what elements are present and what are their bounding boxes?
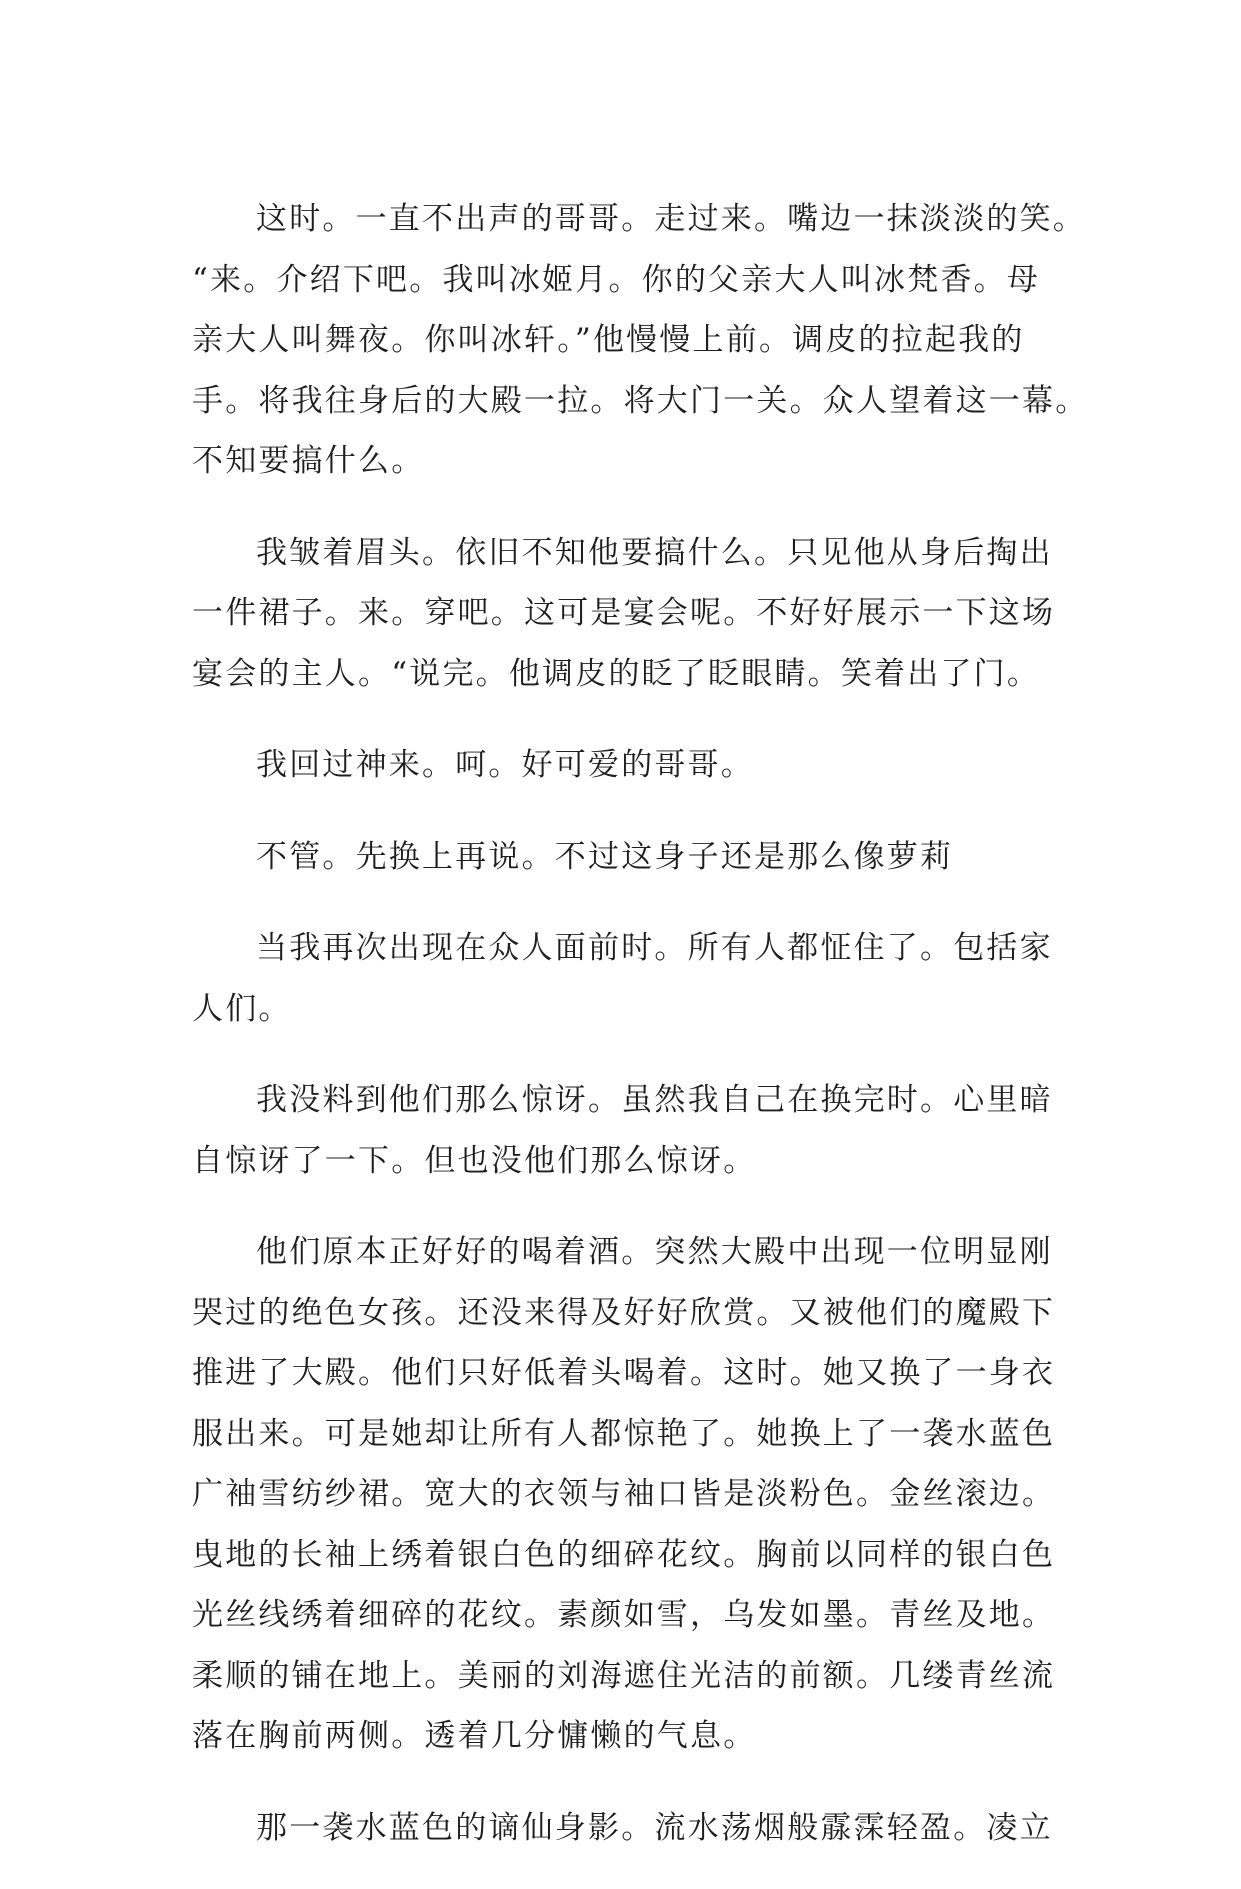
- text-line: 我皱着眉头。依旧不知他要搞什么。只见他从身后掏出: [256, 534, 1053, 571]
- text-line: 光丝线绣着细碎的花纹。素颜如雪，乌发如墨。青丝及地。: [192, 1597, 1056, 1633]
- paragraph: [192, 523, 1072, 705]
- document-body: [192, 158, 1089, 1889]
- text-line: 亲大人叫舞夜。你叫冰轩。”他慢慢上前。调皮的拉起我的: [192, 322, 1025, 358]
- paragraph: [192, 827, 1072, 888]
- text-line: 那一袭水蓝色的谪仙身影。流水荡烟般霡霂轻盈。凌立: [256, 1809, 1053, 1846]
- text-line: 一件裙子。来。穿吧。这可是宴会呢。不好好展示一下这场: [192, 595, 1056, 631]
- text-line: 广袖雪纺纱裙。宽大的衣领与袖口皆是淡粉色。金丝滚边。: [192, 1476, 1056, 1512]
- text-line: 我回过神来。呵。好可爱的哥哥。: [256, 747, 754, 783]
- text-line: 不管。先换上再说。不过这身子还是那么像萝莉: [256, 838, 954, 875]
- paragraph: [192, 1222, 1072, 1767]
- paragraph: [192, 189, 1089, 492]
- text-line: 柔顺的铺在地上。美丽的刘海遮住光洁的前额。几缕青丝流: [192, 1657, 1056, 1694]
- text-line: 人们。: [192, 990, 292, 1027]
- text-line: 自惊讶了一下。但也没他们那么惊讶。: [192, 1142, 757, 1179]
- paragraph: [192, 918, 1072, 1039]
- text-line: 哭过的绝色女孩。还没来得及好好欣赏。又被他们的魔殿下: [192, 1294, 1056, 1331]
- text-line: 他们原本正好好的喝着酒。突然大殿中出现一位明显刚: [256, 1234, 1053, 1270]
- text-line: 落在胸前两侧。透着几分慵懒的气息。: [192, 1718, 757, 1754]
- text-line: 这时。一直不出声的哥哥。走过来。嘴边一抹淡淡的笑。: [256, 201, 1086, 237]
- text-line: 我没料到他们那么惊讶。虽然我自己在换完时。心里暗: [256, 1082, 1053, 1118]
- text-line: 推进了大殿。他们只好低着头喝着。这时。她又换了一身衣: [192, 1355, 1056, 1391]
- text-line: 不知要搞什么。: [192, 443, 425, 479]
- text-line: 当我再次出现在众人面前时。所有人都怔住了。包括家: [256, 930, 1053, 966]
- paragraph: [192, 1798, 1072, 1859]
- paragraph: [192, 1070, 1072, 1191]
- text-line: 手。将我往身后的大殿一拉。将大门一关。众人望着这一幕。: [192, 382, 1089, 419]
- text-line: 宴会的主人。“说完。他调皮的眨了眨眼睛。笑着出了门。: [192, 655, 1041, 692]
- paragraph: [192, 735, 1072, 796]
- text-line: “来。介绍下吧。我叫冰姬月。你的父亲大人叫冰梵香。母: [192, 261, 1041, 298]
- text-line: 曳地的长袖上绣着银白色的细碎花纹。胸前以同样的银白色: [192, 1536, 1056, 1573]
- text-line: 服出来。可是她却让所有人都惊艳了。她换上了一袭水蓝色: [192, 1415, 1056, 1452]
